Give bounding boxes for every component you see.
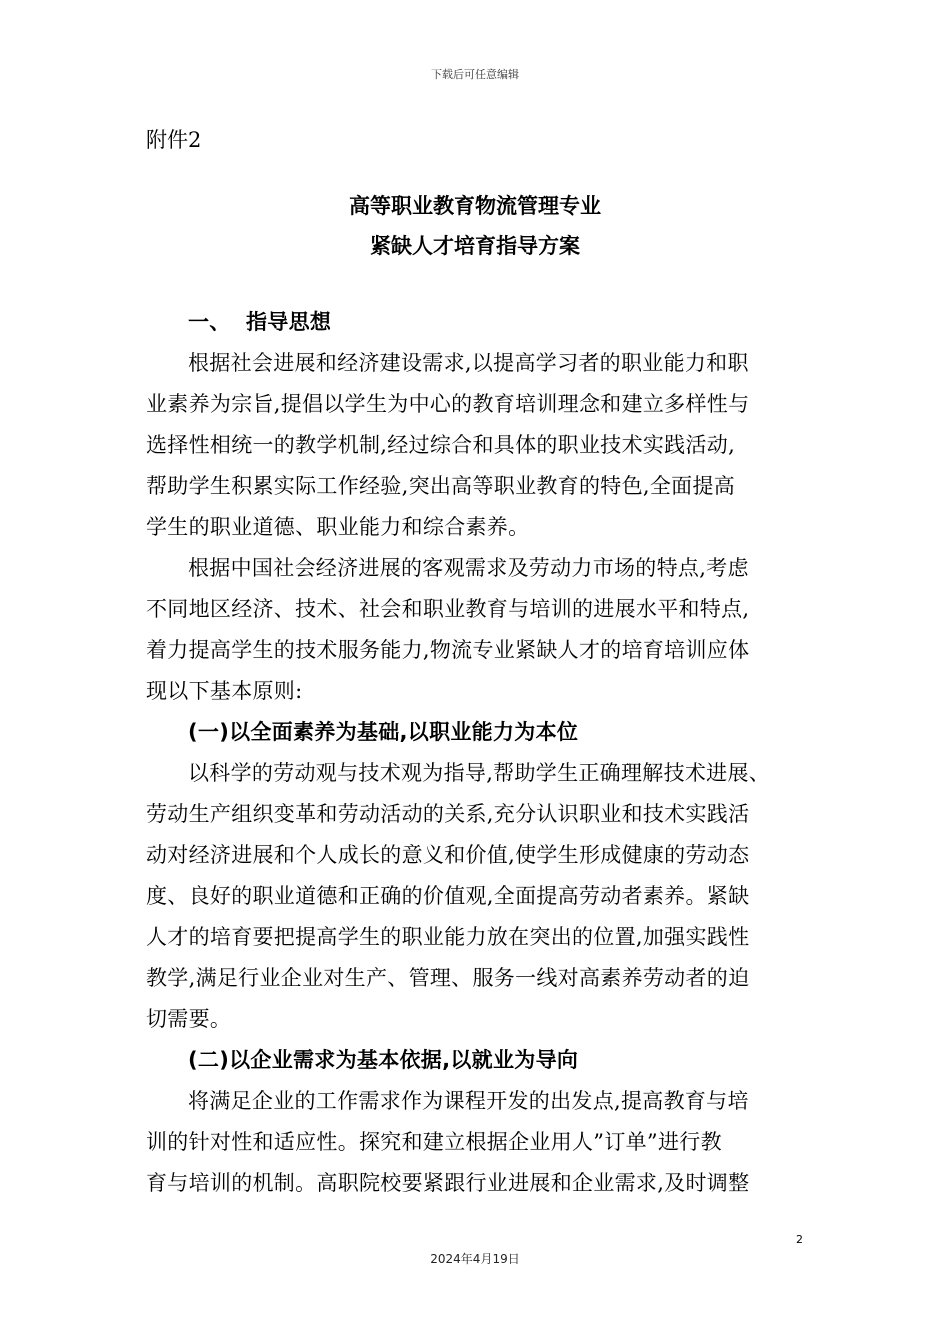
paragraph-line: 不同地区经济、技术、社会和职业教育与培训的进展水平和特点, <box>146 597 750 621</box>
section-heading <box>146 302 806 343</box>
paragraph-line: 着力提高学生的技术服务能力,物流专业紧缺人才的培育培训应体 <box>146 638 750 662</box>
paragraph-line: 业素养为宗旨,提倡以学生为中心的教育培训理念和建立多样性与 <box>146 392 750 416</box>
paragraph-line: 劳动生产组织变革和劳动活动的关系,充分认识职业和技术实践活 <box>146 802 750 826</box>
paragraph-line: 训的针对性和适应性。探究和建立根据企业用人”订单”进行教 <box>146 1130 722 1154</box>
section-title: 指导思想 <box>246 310 332 334</box>
paragraph-line: 选择性相统一的教学机制,经过综合和具体的职业技术实践活动, <box>146 433 736 457</box>
subheading-2: (二)以企业需求为基本依据,以就业为导向 <box>188 1048 579 1072</box>
attachment-label: 附件2 <box>146 128 202 152</box>
paragraph-line: 度、良好的职业道德和正确的价值观,全面提高劳动者素养。紧缺 <box>146 884 750 908</box>
paragraph-line: 育与培训的机制。高职院校要紧跟行业进展和企业需求,及时调整 <box>146 1171 750 1195</box>
subheading-1: (一)以全面素养为基础,以职业能力为本位 <box>188 720 579 744</box>
document-title-line-1: 高等职业教育物流管理专业 <box>349 194 601 218</box>
paragraph-line: 帮助学生积累实际工作经验,突出高等职业教育的特色,全面提高 <box>146 474 736 498</box>
paragraph-line: 根据社会进展和经济建设需求,以提高学习者的职业能力和职 <box>188 351 749 375</box>
paragraph-line: 现以下基本原则: <box>146 679 303 703</box>
document-body <box>146 302 806 1204</box>
paragraph-line: 学生的职业道德、职业能力和综合素养。 <box>146 515 530 539</box>
paragraph-line: 人才的培育要把提高学生的职业能力放在突出的位置,加强实践性 <box>146 925 750 949</box>
paragraph-line: 将满足企业的工作需求作为课程开发的出发点,提高教育与培 <box>188 1089 749 1113</box>
footer-date: 2024年4月19日 <box>430 1252 520 1266</box>
header-note: 下载后可任意编辑 <box>431 68 519 81</box>
paragraph-line: 教学,满足行业企业对生产、管理、服务一线对高素养劳动者的迫 <box>146 966 750 990</box>
section-number: 一、 <box>188 310 231 334</box>
document-title-line-2: 紧缺人才培育指导方案 <box>370 234 580 258</box>
page-number: 2 <box>796 1233 803 1246</box>
paragraph-line: 根据中国社会经济进展的客观需求及劳动力市场的特点,考虑 <box>188 556 749 580</box>
paragraph-line: 动对经济进展和个人成长的意义和价值,使学生形成健康的劳动态 <box>146 843 750 867</box>
paragraph-line: 以科学的劳动观与技术观为指导,帮助学生正确理解技术进展、 <box>188 761 771 785</box>
paragraph-line: 切需要。 <box>146 1007 232 1031</box>
